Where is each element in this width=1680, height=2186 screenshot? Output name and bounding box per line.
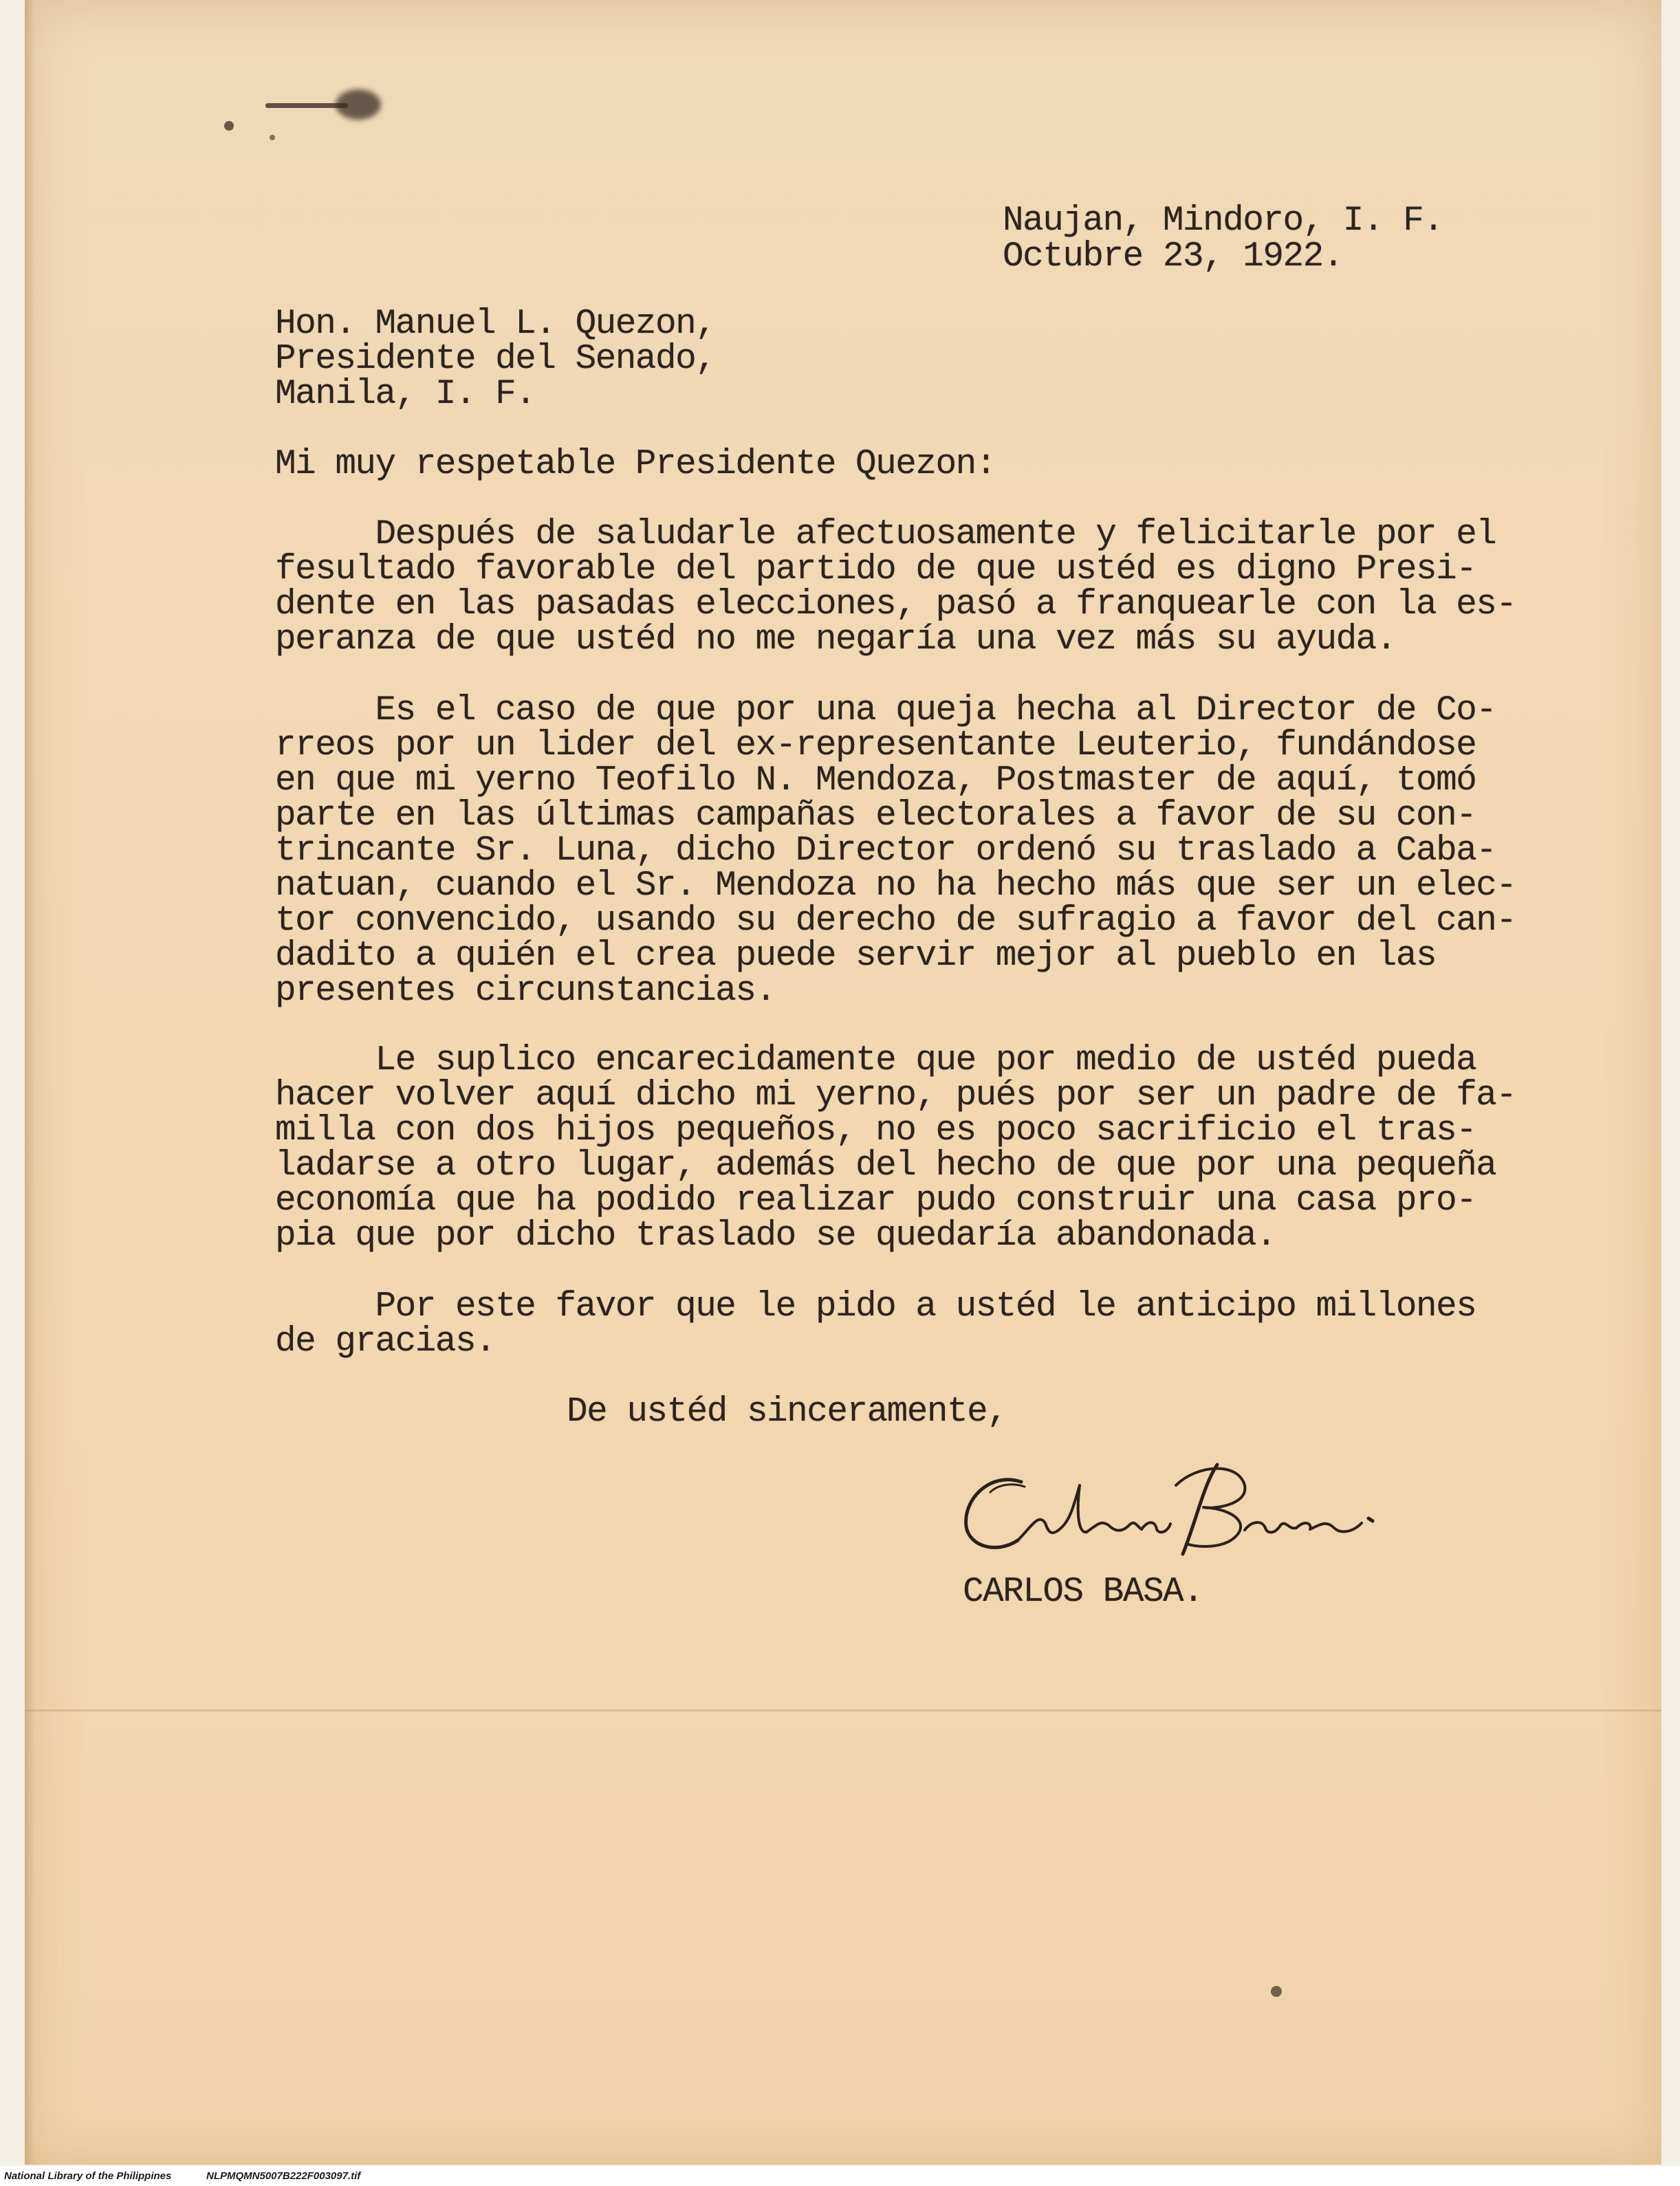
ink-dot: [270, 135, 275, 140]
paper-edge-shadow: [25, 0, 34, 2165]
archive-filename: NLPMQMN5007B222F003097.tif: [206, 2170, 361, 2182]
text-line: pia que por dicho traslado se quedaría abandonada.: [275, 1216, 1276, 1256]
letter-place: Naujan, Mindoro, I. F.: [1003, 201, 1443, 241]
text-line: economía que ha podido realizar pudo construir una casa pro-: [275, 1181, 1476, 1221]
ink-stroke: [265, 103, 348, 108]
text-line: de gracias.: [275, 1322, 496, 1362]
text-line: natuan, cuando el Sr. Mendoza no ha hecho más que ser un elec-: [275, 866, 1516, 906]
text-line: presentes circunstancias.: [275, 972, 776, 1011]
text-line: trincante Sr. Luna, dicho Director ordenó su traslado a Caba-: [275, 831, 1496, 871]
body-paragraph-3: [275, 1043, 1516, 1254]
text-line: milla con dos hijos pequeños, no es poco sacrificio el tras-: [275, 1111, 1476, 1150]
text-line: dadito a quién el crea puede servir mejor al pueblo en las: [275, 937, 1437, 976]
text-line: parte en las últimas campañas electorales a favor de su con-: [275, 796, 1476, 835]
text-line: rreos por un lider del ex-representante Leuterio, fundándose: [275, 726, 1476, 765]
signer-name: CARLOS BASA.: [963, 1573, 1203, 1612]
archive-library-label: National Library of the Philippines: [4, 2170, 172, 2182]
addressee-name: Hon. Manuel L. Quezon,: [275, 305, 716, 344]
text-line: Es el caso de que por una queja hecha al Director de Co-: [275, 691, 1496, 730]
paper-fold-line: [25, 1709, 1661, 1712]
closing: De ustéd sinceramente,: [567, 1392, 1007, 1432]
salutation: Mi muy respetable Presidente Quezon:: [275, 445, 996, 484]
text-line: dente en las pasadas elecciones, pasó a franquearle con la es-: [275, 585, 1516, 624]
text-line: ladarse a otro lugar, además del hecho de que por una pequeña: [275, 1146, 1496, 1185]
text-line: Por este favor que le pido a ustéd le anticipo millones: [275, 1287, 1476, 1326]
body-paragraph-1: [275, 517, 1516, 657]
addressee-title: Presidente del Senado,: [275, 340, 716, 379]
text-line: en que mi yerno Teofilo N. Mendoza, Postmaster de aquí, tomó: [275, 761, 1476, 800]
text-line: hacer volver aquí dicho mi yerno, pués por ser un padre de fa-: [275, 1076, 1516, 1115]
handwritten-signature: [949, 1444, 1403, 1575]
letter-date: Octubre 23, 1922.: [1003, 237, 1343, 276]
addressee-location: Manila, I. F.: [275, 375, 536, 414]
body-paragraph-4: [275, 1287, 1476, 1362]
ink-dot: [1271, 1986, 1282, 1997]
text-line: peranza de que ustéd no me negaría una vez más su ayuda.: [275, 620, 1396, 659]
text-line: tor convencido, usando su derecho de sufragio a favor del can-: [275, 901, 1516, 941]
body-paragraph-2: [275, 693, 1516, 1009]
text-line: fesultado favorable del partido de que ustéd es digno Presi-: [275, 550, 1476, 589]
text-line: Después de saludarle afectuosamente y felicitarle por el: [275, 515, 1496, 554]
ink-dot: [224, 121, 234, 131]
text-line: Le suplico encarecidamente que por medio de ustéd pueda: [275, 1041, 1476, 1080]
